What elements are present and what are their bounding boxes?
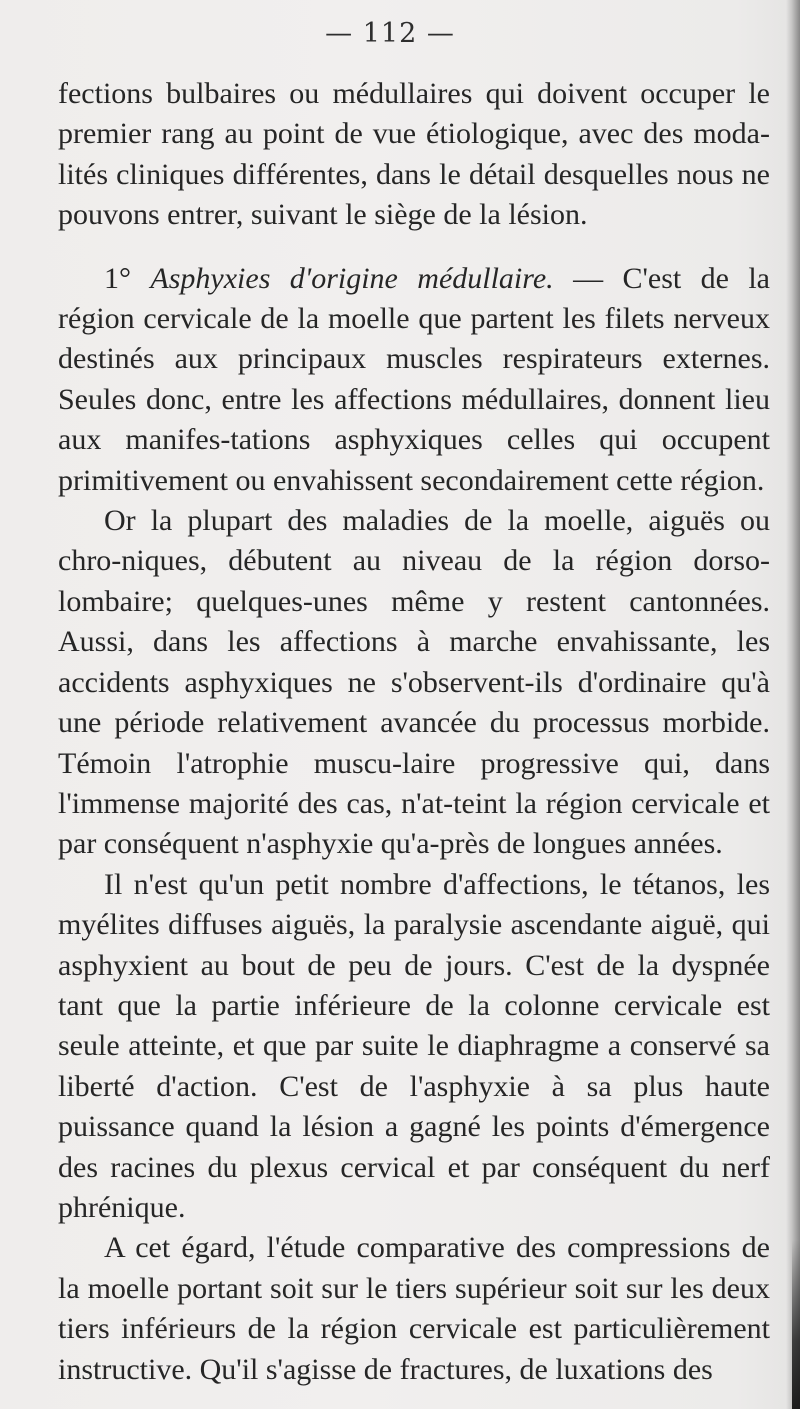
paragraph-continuation: fections bulbaires ou médullaires qui doivent occuper le premier rang au point de vue étiologique, avec des moda-lités cliniques différentes, dans le détail desquelles nous ne pouvons entrer, suivant le siège de la lésion. bbox=[58, 77, 770, 232]
page-number: — 112 — bbox=[325, 18, 455, 49]
paragraph: Or la plupart des maladies de la moelle, aiguës ou chro-niques, débutent au niveau de la région dorso-lombaire; quelques-unes même y restent cantonnées. Aussi, dans les affections à marche envahissante, les accidents asphyxiques ne s'observent-ils d'ordinaire qu'à une période relativement avancée du processus morbide. Témoin l'atrophie muscu-laire progressive qui, dans l'immense majorité des cas, n'at-teint la région cervicale et par conséquent n'asphyxie qu'a-près de longues années. bbox=[58, 504, 770, 861]
section-title: Asphyxies d'origine médullaire. bbox=[150, 261, 554, 295]
section-text: — C'est de la région cervicale de la moelle que partent les filets nerveux destinés aux principaux muscles respirateurs externes. Seules donc, entre les affections médullaires, donnent lieu aux manifes-tations asphyxiques celles qui occupent primitivement ou envahissent secondairement cette région. bbox=[58, 261, 771, 497]
paragraph: Il n'est qu'un petit nombre d'affections, le tétanos, les myélites diffuses aiguës, la paralysie ascendante aiguë, qui asphyxient au bout de peu de jours. C'est de la dyspnée tant que la partie inférieure de la colonne cervicale est seule atteinte, et que par suite le diaphragme a conservé sa liberté d'action. C'est de l'asphyxie à sa plus haute puissance quand la lésion a gagné les points d'émergence des racines du plexus cervical et par conséquent du nerf phrénique. bbox=[58, 867, 770, 1224]
paragraph: A cet égard, l'étude comparative des compressions de la moelle portant soit sur le tiers supérieur soit sur les deux tiers inférieurs de la région cervicale est particulièrement instructive. Qu'il s'agisse de fractures, de luxations des bbox=[58, 1231, 770, 1386]
section-number: 1° bbox=[104, 261, 131, 295]
paragraph-section-heading bbox=[58, 259, 770, 501]
body-text bbox=[58, 74, 770, 1390]
page-edge-dark bbox=[792, 1240, 800, 1409]
page-edge-shadow bbox=[786, 0, 800, 1409]
